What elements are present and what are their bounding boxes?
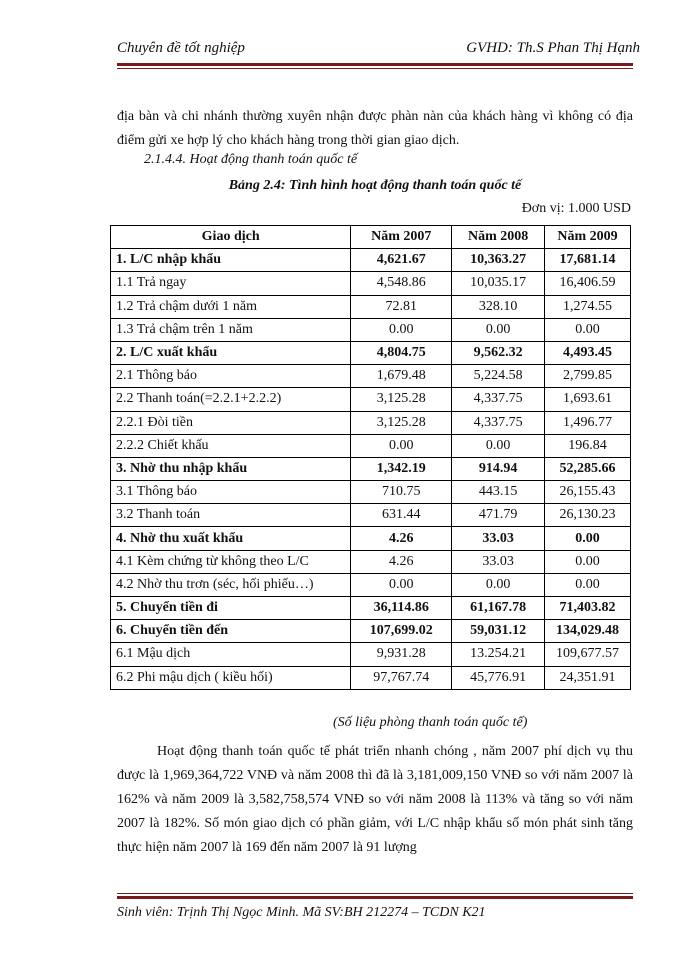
row-label-cell: 4.1 Kèm chứng từ không theo L/C (111, 550, 351, 573)
value-cell: 97,767.74 (351, 666, 452, 689)
value-cell: 26,155.43 (545, 481, 631, 504)
row-label-cell: 4. Nhờ thu xuất khẩu (111, 527, 351, 550)
value-cell: 471.79 (452, 504, 545, 527)
value-cell: 914.94 (452, 457, 545, 480)
page-footer: Sinh viên: Trịnh Thị Ngọc Minh. Mã SV:BH 212274 – TCDN K21 (117, 905, 486, 920)
table-row (111, 365, 631, 388)
value-cell: 9,931.28 (351, 643, 452, 666)
value-cell: 33.03 (452, 550, 545, 573)
table-row (111, 527, 631, 550)
table-row (111, 295, 631, 318)
table-row (111, 341, 631, 364)
value-cell: 61,167.78 (452, 597, 545, 620)
table-unit: Đơn vị: 1.000 USD (521, 201, 631, 216)
row-label-cell: 2.2.2 Chiết khấu (111, 434, 351, 457)
value-cell: 0.00 (545, 527, 631, 550)
table-row (111, 388, 631, 411)
page-header (117, 38, 640, 62)
row-label-cell: 2.2.1 Đòi tiền (111, 411, 351, 434)
value-cell: 0.00 (351, 573, 452, 596)
row-label-cell: 4.2 Nhờ thu trơn (séc, hối phiếu…) (111, 573, 351, 596)
header-rule-thin (117, 68, 633, 69)
header-rule-thick (117, 63, 633, 66)
column-header: Năm 2007 (351, 226, 452, 249)
value-cell: 710.75 (351, 481, 452, 504)
footer-rule-thick (117, 896, 633, 899)
value-cell: 4,804.75 (351, 341, 452, 364)
row-label-cell: 1.2 Trả chậm dưới 1 năm (111, 295, 351, 318)
value-cell: 45,776.91 (452, 666, 545, 689)
value-cell: 4.26 (351, 550, 452, 573)
row-label-cell: 2.1 Thông báo (111, 365, 351, 388)
row-label-cell: 3.1 Thông báo (111, 481, 351, 504)
value-cell: 1,274.55 (545, 295, 631, 318)
value-cell: 0.00 (545, 573, 631, 596)
value-cell: 107,699.02 (351, 620, 452, 643)
row-label-cell: 3. Nhờ thu nhập khẩu (111, 457, 351, 480)
table-row (111, 481, 631, 504)
table-row (111, 597, 631, 620)
value-cell: 4,548.86 (351, 272, 452, 295)
value-cell: 443.15 (452, 481, 545, 504)
value-cell: 72.81 (351, 295, 452, 318)
row-label-cell: 6. Chuyển tiền đến (111, 620, 351, 643)
value-cell: 0.00 (351, 434, 452, 457)
value-cell: 16,406.59 (545, 272, 631, 295)
value-cell: 4,337.75 (452, 411, 545, 434)
value-cell: 196.84 (545, 434, 631, 457)
table-row (111, 434, 631, 457)
value-cell: 4,493.45 (545, 341, 631, 364)
value-cell: 5,224.58 (452, 365, 545, 388)
table-header-row (111, 226, 631, 249)
table-row (111, 504, 631, 527)
value-cell: 33.03 (452, 527, 545, 550)
value-cell: 9,562.32 (452, 341, 545, 364)
table-row (111, 573, 631, 596)
table-body (111, 249, 631, 690)
column-header: Năm 2008 (452, 226, 545, 249)
table-row (111, 643, 631, 666)
table-title: Bảng 2.4: Tình hình hoạt động thanh toán quốc tế (228, 178, 522, 193)
header-document-type: Chuyên đề tốt nghiệp (117, 40, 245, 56)
value-cell: 1,679.48 (351, 365, 452, 388)
table-row (111, 620, 631, 643)
value-cell: 10,363.27 (452, 249, 545, 272)
row-label-cell: 5. Chuyển tiền đi (111, 597, 351, 620)
value-cell: 134,029.48 (545, 620, 631, 643)
table-row (111, 272, 631, 295)
value-cell: 4,621.67 (351, 249, 452, 272)
table-row (111, 550, 631, 573)
table-row (111, 666, 631, 689)
value-cell: 26,130.23 (545, 504, 631, 527)
footer-rule-thin (117, 893, 633, 894)
table-row (111, 249, 631, 272)
header-supervisor: GVHD: Th.S Phan Thị Hạnh (466, 40, 640, 56)
value-cell: 109,677.57 (545, 643, 631, 666)
value-cell: 0.00 (452, 573, 545, 596)
value-cell: 4.26 (351, 527, 452, 550)
row-label-cell: 1.1 Trả ngay (111, 272, 351, 295)
value-cell: 1,496.77 (545, 411, 631, 434)
value-cell: 0.00 (452, 318, 545, 341)
value-cell: 328.10 (452, 295, 545, 318)
table-source: (Số liệu phòng thanh toán quốc tế) (333, 715, 528, 730)
value-cell: 1,693.61 (545, 388, 631, 411)
table-row (111, 411, 631, 434)
value-cell: 59,031.12 (452, 620, 545, 643)
value-cell: 3,125.28 (351, 388, 452, 411)
value-cell: 3,125.28 (351, 411, 452, 434)
value-cell: 36,114.86 (351, 597, 452, 620)
value-cell: 13.254.21 (452, 643, 545, 666)
row-label-cell: 6.1 Mậu dịch (111, 643, 351, 666)
column-header: Năm 2009 (545, 226, 631, 249)
international-payment-table (110, 225, 631, 690)
value-cell: 0.00 (545, 550, 631, 573)
value-cell: 10,035.17 (452, 272, 545, 295)
value-cell: 71,403.82 (545, 597, 631, 620)
value-cell: 4,337.75 (452, 388, 545, 411)
value-cell: 1,342.19 (351, 457, 452, 480)
value-cell: 631.44 (351, 504, 452, 527)
row-label-cell: 1.3 Trả chậm trên 1 năm (111, 318, 351, 341)
value-cell: 0.00 (545, 318, 631, 341)
table-row (111, 457, 631, 480)
value-cell: 52,285.66 (545, 457, 631, 480)
value-cell: 17,681.14 (545, 249, 631, 272)
body-paragraph: Hoạt động thanh toán quốc tế phát triển nhanh chóng , năm 2007 phí dịch vụ thu được là 1,969,364,722 VNĐ và năm 2008 thì đã là 3,181,009,150 VNĐ so với năm 2007 là 162% và năm 2009 là 3,582,758,574 VNĐ so với năm 2008 là 113% và tăng so với năm 2007 là 182%. Số món giao dịch có phần giảm, với L/C nhập khẩu số món phát sinh tăng thực hiện năm 2007 là 169 đến năm 2007 là 91 lượng (117, 744, 633, 855)
value-cell: 0.00 (452, 434, 545, 457)
row-label-cell: 2. L/C xuất khẩu (111, 341, 351, 364)
section-heading: 2.1.4.4. Hoạt động thanh toán quốc tế (144, 152, 358, 167)
column-header: Giao dịch (111, 226, 351, 249)
intro-paragraph: địa bàn và chi nhánh thường xuyên nhận được phàn nàn của khách hàng vì không có địa điểm gửi xe hợp lý cho khách hàng trong thời gian giao dịch. (117, 109, 633, 148)
row-label-cell: 6.2 Phi mậu dịch ( kiều hối) (111, 666, 351, 689)
table-row (111, 318, 631, 341)
row-label-cell: 2.2 Thanh toán(=2.2.1+2.2.2) (111, 388, 351, 411)
value-cell: 0.00 (351, 318, 452, 341)
row-label-cell: 1. L/C nhập khẩu (111, 249, 351, 272)
row-label-cell: 3.2 Thanh toán (111, 504, 351, 527)
value-cell: 24,351.91 (545, 666, 631, 689)
value-cell: 2,799.85 (545, 365, 631, 388)
